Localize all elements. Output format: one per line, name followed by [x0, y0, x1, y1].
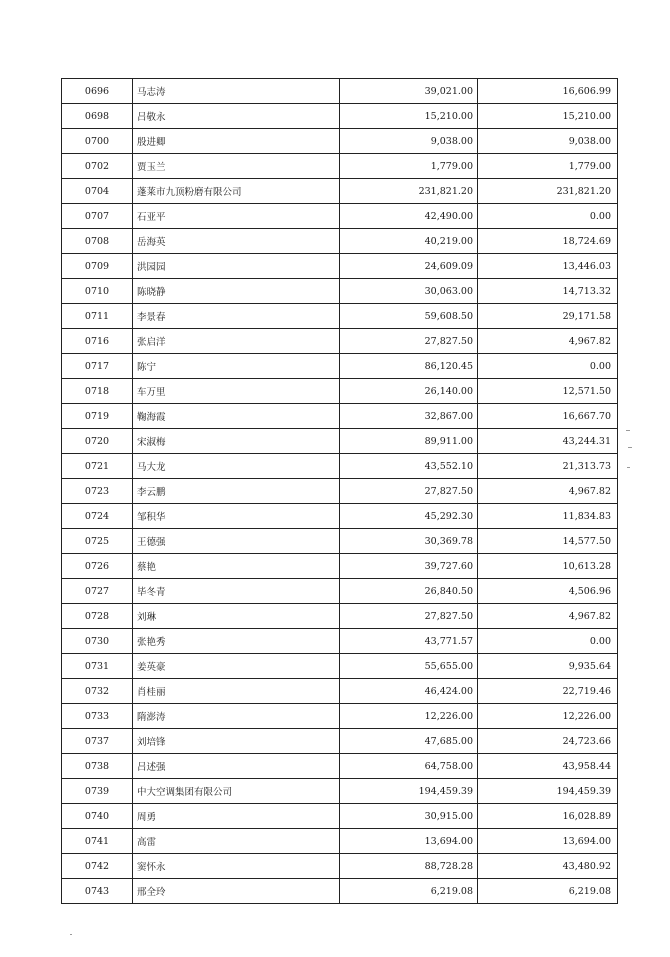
row-amount-cell: 45,292.30 [340, 504, 478, 529]
row-name-cell: 高雷 [133, 829, 340, 854]
row-name-cell: 隋澎涛 [133, 704, 340, 729]
row-amount-cell: 89,911.00 [340, 429, 478, 454]
row-name-cell: 蔡艳 [133, 554, 340, 579]
table-row [62, 79, 618, 104]
row-balance-cell: 16,028.89 [478, 804, 618, 829]
table-row [62, 354, 618, 379]
table-row [62, 479, 618, 504]
row-balance-cell: 43,958.44 [478, 754, 618, 779]
row-name-cell: 张启洋 [133, 329, 340, 354]
row-id-cell: 0740 [62, 804, 133, 829]
table-row [62, 754, 618, 779]
row-name-cell: 中大空调集团有限公司 [133, 779, 340, 804]
row-balance-cell: 12,226.00 [478, 704, 618, 729]
table-row [62, 429, 618, 454]
table-row [62, 129, 618, 154]
row-balance-cell: 10,613.28 [478, 554, 618, 579]
row-balance-cell: 21,313.73 [478, 454, 618, 479]
row-amount-cell: 9,038.00 [340, 129, 478, 154]
row-id-cell: 0704 [62, 179, 133, 204]
row-name-cell: 殷进卿 [133, 129, 340, 154]
row-name-cell: 陈宁 [133, 354, 340, 379]
row-balance-cell: 4,506.96 [478, 579, 618, 604]
row-amount-cell: 32,867.00 [340, 404, 478, 429]
row-id-cell: 0727 [62, 579, 133, 604]
table-row [62, 379, 618, 404]
table-row [62, 204, 618, 229]
row-amount-cell: 47,685.00 [340, 729, 478, 754]
row-id-cell: 0737 [62, 729, 133, 754]
row-balance-cell: 4,967.82 [478, 329, 618, 354]
row-name-cell: 马志涛 [133, 79, 340, 104]
row-id-cell: 0732 [62, 679, 133, 704]
row-balance-cell: 18,724.69 [478, 229, 618, 254]
row-id-cell: 0726 [62, 554, 133, 579]
row-amount-cell: 59,608.50 [340, 304, 478, 329]
row-balance-cell: 9,935.64 [478, 654, 618, 679]
table-row [62, 879, 618, 904]
table-row [62, 779, 618, 804]
row-name-cell: 刘琳 [133, 604, 340, 629]
table-row [62, 529, 618, 554]
row-id-cell: 0741 [62, 829, 133, 854]
row-id-cell: 0721 [62, 454, 133, 479]
row-id-cell: 0742 [62, 854, 133, 879]
row-balance-cell: 11,834.83 [478, 504, 618, 529]
row-name-cell: 刘培锋 [133, 729, 340, 754]
row-amount-cell: 194,459.39 [340, 779, 478, 804]
row-id-cell: 0743 [62, 879, 133, 904]
table-row [62, 154, 618, 179]
table-row [62, 404, 618, 429]
table-row [62, 179, 618, 204]
row-name-cell: 洪园园 [133, 254, 340, 279]
row-id-cell: 0731 [62, 654, 133, 679]
table-row [62, 554, 618, 579]
claims-table [61, 78, 618, 904]
row-amount-cell: 86,120.45 [340, 354, 478, 379]
table-row [62, 804, 618, 829]
table-row [62, 254, 618, 279]
row-balance-cell: 24,723.66 [478, 729, 618, 754]
row-name-cell: 陈晓静 [133, 279, 340, 304]
row-amount-cell: 12,226.00 [340, 704, 478, 729]
row-name-cell: 宋淑梅 [133, 429, 340, 454]
table-row [62, 454, 618, 479]
row-amount-cell: 55,655.00 [340, 654, 478, 679]
row-amount-cell: 27,827.50 [340, 479, 478, 504]
row-id-cell: 0710 [62, 279, 133, 304]
row-balance-cell: 29,171.58 [478, 304, 618, 329]
row-balance-cell: 0.00 [478, 204, 618, 229]
row-name-cell: 窦怀永 [133, 854, 340, 879]
row-amount-cell: 64,758.00 [340, 754, 478, 779]
row-name-cell: 贾玉兰 [133, 154, 340, 179]
row-balance-cell: 231,821.20 [478, 179, 618, 204]
row-balance-cell: 9,038.00 [478, 129, 618, 154]
row-balance-cell: 22,719.46 [478, 679, 618, 704]
row-name-cell: 车万里 [133, 379, 340, 404]
row-balance-cell: 4,967.82 [478, 479, 618, 504]
row-balance-cell: 12,571.50 [478, 379, 618, 404]
row-id-cell: 0707 [62, 204, 133, 229]
row-name-cell: 马大龙 [133, 454, 340, 479]
row-name-cell: 李云鹏 [133, 479, 340, 504]
table-row [62, 229, 618, 254]
row-id-cell: 0720 [62, 429, 133, 454]
row-name-cell: 邢全玲 [133, 879, 340, 904]
row-id-cell: 0724 [62, 504, 133, 529]
row-amount-cell: 30,915.00 [340, 804, 478, 829]
row-amount-cell: 40,219.00 [340, 229, 478, 254]
row-balance-cell: 1,779.00 [478, 154, 618, 179]
table-row [62, 329, 618, 354]
row-amount-cell: 27,827.50 [340, 329, 478, 354]
row-balance-cell: 14,713.32 [478, 279, 618, 304]
table-row [62, 579, 618, 604]
table-row [62, 704, 618, 729]
scan-speck [628, 447, 632, 448]
row-name-cell: 邹积华 [133, 504, 340, 529]
row-amount-cell: 42,490.00 [340, 204, 478, 229]
row-name-cell: 毕冬青 [133, 579, 340, 604]
table-body [62, 79, 618, 904]
row-amount-cell: 15,210.00 [340, 104, 478, 129]
row-balance-cell: 13,446.03 [478, 254, 618, 279]
table-row [62, 829, 618, 854]
table-row [62, 729, 618, 754]
row-amount-cell: 88,728.28 [340, 854, 478, 879]
row-id-cell: 0733 [62, 704, 133, 729]
row-balance-cell: 14,577.50 [478, 529, 618, 554]
row-id-cell: 0716 [62, 329, 133, 354]
row-name-cell: 吕敬永 [133, 104, 340, 129]
row-id-cell: 0702 [62, 154, 133, 179]
table-row [62, 504, 618, 529]
row-id-cell: 0730 [62, 629, 133, 654]
row-name-cell: 李景春 [133, 304, 340, 329]
table-row [62, 679, 618, 704]
row-amount-cell: 39,727.60 [340, 554, 478, 579]
row-name-cell: 鞠海霞 [133, 404, 340, 429]
row-name-cell: 张艳秀 [133, 629, 340, 654]
row-amount-cell: 30,369.78 [340, 529, 478, 554]
row-amount-cell: 43,771.57 [340, 629, 478, 654]
row-name-cell: 姜英豪 [133, 654, 340, 679]
table-row [62, 854, 618, 879]
row-id-cell: 0696 [62, 79, 133, 104]
row-id-cell: 0728 [62, 604, 133, 629]
scan-speck [70, 934, 72, 935]
table-row [62, 604, 618, 629]
row-amount-cell: 231,821.20 [340, 179, 478, 204]
row-id-cell: 0717 [62, 354, 133, 379]
table-row [62, 279, 618, 304]
row-balance-cell: 0.00 [478, 629, 618, 654]
row-amount-cell: 13,694.00 [340, 829, 478, 854]
row-name-cell: 王德强 [133, 529, 340, 554]
row-amount-cell: 24,609.09 [340, 254, 478, 279]
row-name-cell: 石亚平 [133, 204, 340, 229]
table-row [62, 304, 618, 329]
row-amount-cell: 6,219.08 [340, 879, 478, 904]
row-name-cell: 周勇 [133, 804, 340, 829]
row-id-cell: 0719 [62, 404, 133, 429]
row-id-cell: 0711 [62, 304, 133, 329]
row-amount-cell: 1,779.00 [340, 154, 478, 179]
row-balance-cell: 194,459.39 [478, 779, 618, 804]
row-amount-cell: 43,552.10 [340, 454, 478, 479]
row-id-cell: 0723 [62, 479, 133, 504]
row-name-cell: 吕述强 [133, 754, 340, 779]
row-balance-cell: 0.00 [478, 354, 618, 379]
row-balance-cell: 13,694.00 [478, 829, 618, 854]
row-name-cell: 岳海英 [133, 229, 340, 254]
row-id-cell: 0698 [62, 104, 133, 129]
row-balance-cell: 15,210.00 [478, 104, 618, 129]
table-row [62, 104, 618, 129]
row-id-cell: 0738 [62, 754, 133, 779]
row-id-cell: 0708 [62, 229, 133, 254]
row-balance-cell: 43,480.92 [478, 854, 618, 879]
row-id-cell: 0700 [62, 129, 133, 154]
row-balance-cell: 4,967.82 [478, 604, 618, 629]
row-id-cell: 0739 [62, 779, 133, 804]
row-id-cell: 0709 [62, 254, 133, 279]
table-row [62, 629, 618, 654]
row-amount-cell: 30,063.00 [340, 279, 478, 304]
row-amount-cell: 27,827.50 [340, 604, 478, 629]
row-balance-cell: 16,606.99 [478, 79, 618, 104]
table-row [62, 654, 618, 679]
row-amount-cell: 39,021.00 [340, 79, 478, 104]
row-id-cell: 0718 [62, 379, 133, 404]
row-balance-cell: 43,244.31 [478, 429, 618, 454]
row-balance-cell: 16,667.70 [478, 404, 618, 429]
row-id-cell: 0725 [62, 529, 133, 554]
row-amount-cell: 46,424.00 [340, 679, 478, 704]
scan-speck [626, 430, 630, 431]
row-balance-cell: 6,219.08 [478, 879, 618, 904]
row-name-cell: 肖桂丽 [133, 679, 340, 704]
row-name-cell: 蓬莱市九顶粉磨有限公司 [133, 179, 340, 204]
scan-speck [627, 467, 630, 468]
row-amount-cell: 26,140.00 [340, 379, 478, 404]
row-amount-cell: 26,840.50 [340, 579, 478, 604]
